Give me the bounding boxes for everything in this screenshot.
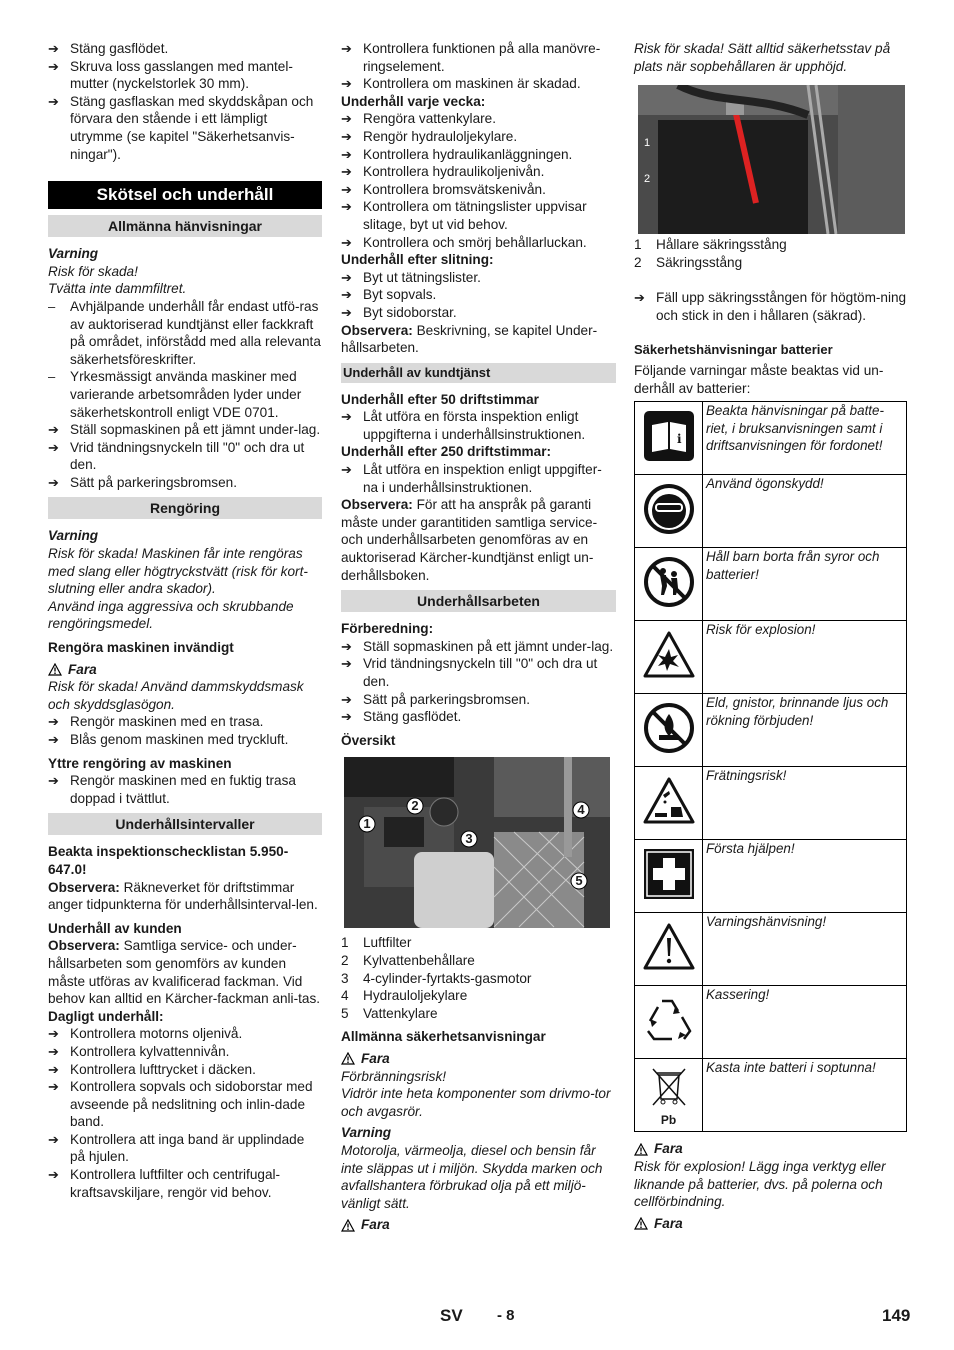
subheading: Rengöra maskinen invändigt [48,640,234,656]
callout-2: 2 [644,173,651,186]
arrow-icon: ➔ [48,1079,59,1095]
subheading: Underhåll efter 250 driftstimmar: [341,444,552,460]
list-item: ➔ Skruva loss gasslangen med mantel-mutter (nyckelstorlek 30 mm). [48,58,293,92]
legend-item: 1 Hållare säkringsstång [634,237,787,253]
subheading: Översikt [341,732,396,748]
arrow-icon: ➔ [341,146,352,162]
danger-text: Risk för explosion! Lägg inga verktyg eller liknande på batterier, dvs. på polerna och cellförbindning. [634,1158,886,1210]
warning-label: Varning [48,246,99,262]
note: Observera: För att ha anspråk på garanti måste under garantitiden samtliga service- och underhållsarbeten genomföras av en auktoriserad Kärcher-kundtjänst enligt un-derhållsboken. [341,497,598,583]
arrow-icon: ➔ [48,773,59,789]
warning-triangle-icon [341,1219,355,1232]
callout-3: 3 [465,831,473,847]
arrow-icon: ➔ [341,111,352,127]
symbol-text: Frätningsrisk! [703,767,907,840]
arrow-icon: ➔ [48,41,59,56]
first-aid-icon [644,849,694,899]
symbol-text: Risk för explosion! [703,621,907,694]
symbol-text: Första hjälpen! [703,840,907,913]
no-trash-bin-icon [647,1065,691,1109]
symbol-cell [635,402,703,475]
safety-rod-photo [638,85,905,234]
table-row [635,694,907,767]
callout-4: 4 [577,802,585,818]
arrow-icon: ➔ [341,269,352,285]
symbol-text: Varningshänvisning! [703,913,907,986]
warning-label: Varning [341,1125,392,1141]
legend-item: 3 4-cylinder-fyrtakts-gasmotor [341,970,532,986]
danger-label: Fara [341,1050,616,1068]
symbol-cell [635,621,703,694]
list-item: – Avhjälpande underhåll får endast utfö-ras av auktoriserad kundtjänst eller fackkraft på området, införstådd med alla relevanta säkerhetsföreskrifter. [48,298,321,367]
arrow-icon: ➔ [341,287,352,303]
warning-triangle-icon [341,1052,355,1065]
symbol-cell [635,986,703,1059]
arrow-icon: ➔ [341,128,352,144]
list-item: ➔ Kontrollera bromsvätskenivån. [341,181,546,197]
symbol-cell [635,548,703,621]
table-row [635,767,907,840]
symbol-text: Håll barn borta från syror och batterier! [703,548,907,621]
symbol-cell [635,767,703,840]
list-item: ➔ Kontrollera om tätningslister uppvisar slitage, byt ut vid behov. [341,199,587,232]
list-item: ➔ Vrid tändningsnyckeln till "0" och dra ut den. [48,439,305,473]
symbol-text: Kassering! [703,986,907,1059]
arrow-icon: ➔ [341,304,352,320]
callout-1: 1 [644,137,651,150]
note: Observera: Beskrivning, se kapitel Under-hållsarbeten. [341,322,598,356]
heading-service: Underhåll av kundtjänst [341,363,616,383]
list-item: ➔ Stäng gasflaskan med skyddskåpan och förvara den stående i ett lämpligt utrymme (se kapitel "Säkerhetsanvis-ningar"). [48,93,314,162]
list-item: ➔ Kontrollera och smörj behållarluckan. [341,234,587,250]
dash-bullet: – [48,298,56,314]
footer-language: SV [440,1306,463,1325]
column-middle [341,40,616,1234]
arrow-icon: ➔ [48,1026,59,1042]
arrow-icon: ➔ [48,93,59,109]
symbol-cell [635,1059,703,1132]
arrow-icon: ➔ [48,439,59,455]
footer-page-number: 149 [882,1306,911,1325]
legend-item: 2 Kylvattenbehållare [341,952,475,968]
danger-label: Fara [48,661,322,679]
list-item: ➔ Kontrollera om maskinen är skadad. [341,76,581,92]
danger-text: Risk för skada! Använd dammskyddsmask och skyddsglasögon. [48,679,304,712]
no-fire-icon [643,702,695,754]
list-item: ➔ Rengör hydrauloljekylare. [341,128,518,144]
danger-text: Förbränningsrisk! [341,1068,447,1084]
explosion-hazard-icon [643,631,695,679]
symbol-text: Kasta inte batteri i soptunna! [703,1059,907,1132]
danger-label: Fara [634,1140,907,1158]
subheading: Säkerhetshänvisningar batterier [634,341,833,357]
arrow-icon: ➔ [341,234,352,250]
arrow-icon: ➔ [341,709,352,725]
arrow-icon: ➔ [341,41,352,56]
callout-1: 1 [363,816,371,832]
paragraph: Följande varningar måste beaktas vid un-derhåll av batterier: [634,363,884,396]
battery-symbols-table [634,401,907,1132]
warning-text: Risk för skada! Maskinen får inte rengöras med slang eller högtryckstvätt (risk för kort-slutning eller andra skador). [48,546,308,597]
list-item: ➔ Kontrollera sopvals och sidoborstar med avseende på nedslitning och inlin-dade band. [48,1079,313,1130]
list-item: ➔ Kontrollera hydraulikanläggningen. [341,146,573,162]
subheading: Dagligt underhåll: [48,1008,164,1024]
arrow-icon: ➔ [341,638,352,654]
warning-line: Risk för skada! [48,263,138,279]
arrow-icon: ➔ [48,58,59,74]
arrow-icon: ➔ [341,164,352,180]
arrow-icon: ➔ [341,409,352,425]
note: Observera: Samtliga service- och under-hållsarbeten som genomförs av kunden måste utföras av kvalificerad fackman. Vid behov kan alltid en Kärcher-fackman anli-tas. [48,938,321,1007]
list-item: ➔ Sätt på parkeringsbromsen. [48,474,237,490]
keep-children-away-icon [643,556,695,608]
symbol-cell [635,694,703,767]
table-row [635,1059,907,1132]
svg-text:i: i [676,432,682,447]
subheading: Underhåll varje vecka: [341,93,486,109]
general-warning-icon [643,923,695,971]
list-item: ➔ Kontrollera kylvattennivån. [48,1043,230,1059]
legend-item: 2 Säkringsstång [634,254,743,270]
list-item: ➔ Kontrollera lufttrycket i däcken. [48,1061,256,1077]
list-item: ➔ Byt sidoborstar. [341,304,457,320]
table-row [635,621,907,694]
list-item: ➔ Byt sopvals. [341,287,437,303]
safety-rod-illustration [638,85,905,234]
symbol-cell [635,475,703,548]
arrow-icon: ➔ [48,474,59,490]
corrosive-icon [643,777,695,825]
list-item: ➔ Kontrollera luftfilter och centrifugal-kraftsavskiljare, rengör vid behov. [48,1167,281,1200]
list-item: ➔ Låt utföra en inspektion enligt uppgifter-na i underhållsinstruktionen. [341,462,602,495]
symbol-text: Beakta hänvisningar på batte-riet, i bruksanvisningen samt i driftsanvisningen för fordonet! [703,402,907,475]
subheading: Yttre rengöring av maskinen [48,755,232,771]
engine-photo [344,757,610,928]
list-item: ➔ Kontrollera motorns oljenivå. [48,1026,243,1042]
list-item: ➔ Stäng gasflödet. [341,709,462,725]
list-item: ➔ Kontrollera funktionen på alla manövre-ringselement. [341,41,601,74]
arrow-icon: ➔ [48,1061,59,1077]
warning-triangle-icon [48,663,62,676]
warning-triangle-icon [634,1143,648,1156]
risk-text: Risk för skada! Sätt alltid säkerhetsstav på plats när sopbehållaren är upphöjd. [634,41,891,74]
warning-text: Använd inga aggressiva och skrubbande rengöringsmedel. [48,598,294,632]
callout-5: 5 [575,873,583,889]
warning-line: Tvätta inte dammfiltret. [48,281,187,297]
symbol-text: Eld, gnistor, brinnande ljus och rökning förbjuden! [703,694,907,767]
subheading: Förberedning: [341,621,434,637]
list-item: ➔ Vrid tändningsnyckeln till "0" och dra ut den. [341,656,598,689]
list-item: ➔ Rengör maskinen med en trasa. [48,714,264,730]
warning-text: Motorolja, värmeolja, diesel och bensin får inte släppas ut i miljön. Skydda marken och avfallshantera förbrukad olja på ett miljö-vänligt sätt. [341,1142,603,1211]
list-item: – Yrkesmässigt använda maskiner med varierande arbetsområden lyder under säkerhetskontroll enligt VDE 0701. [48,369,302,420]
warning-triangle-icon [634,1217,648,1230]
table-row [635,475,907,548]
checklist-note: Beakta inspektionschecklistan 5.950-647.0! [48,844,289,877]
list-item: ➔ Fäll upp säkringsstången för högtöm-ning och stick in den i hållaren (säkrad). [634,290,907,323]
footer-page-local: - 8 [497,1307,515,1324]
legend-item: 5 Vattenkylare [341,1005,438,1021]
list-item: ➔ Rengöra vattenkylare. [341,111,496,127]
danger-label: Fara [634,1215,907,1233]
arrow-icon: ➔ [48,1131,59,1147]
eye-protection-icon [643,483,695,535]
arrow-icon: ➔ [341,181,352,197]
manual-book-icon [644,411,694,461]
arrow-icon: ➔ [341,656,352,672]
symbol-text: Använd ögonskydd! [703,475,907,548]
legend-item: 4 Hydrauloljekylare [341,988,468,1004]
arrow-icon: ➔ [48,714,59,730]
list-item: ➔ Kontrollera hydraulikoljenivån. [341,164,545,180]
heading-general: Allmänna hänvisningar [48,215,322,237]
callout-2: 2 [411,798,419,814]
list-item: ➔ Blås genom maskinen med tryckluft. [48,732,289,747]
arrow-icon: ➔ [48,732,59,747]
arrow-icon: ➔ [48,422,59,438]
column-left [48,40,322,1201]
arrow-icon: ➔ [634,290,645,306]
pb-label: Pb [660,1112,677,1127]
section-title: Skötsel och underhåll [48,181,322,209]
subheading: Underhåll efter slitning: [341,252,494,268]
table-row [635,913,907,986]
list-item: ➔ Låt utföra en första inspektion enligt uppgifterna i underhållsinstruktionen. [341,409,586,442]
arrow-icon: ➔ [341,76,352,92]
list-item: ➔ Byt ut tätningslister. [341,269,481,285]
heading-cleaning: Rengöring [48,497,322,519]
arrow-icon: ➔ [341,691,352,707]
arrow-icon: ➔ [341,462,352,478]
symbol-cell [635,840,703,913]
heading-intervals: Underhållsintervaller [48,813,322,835]
arrow-icon: ➔ [48,1043,59,1059]
subheading: Allmänna säkerhetsanvisningar [341,1029,546,1045]
table-row [635,986,907,1059]
table-row [635,840,907,913]
warning-label: Varning [48,528,99,544]
arrow-icon: ➔ [48,1167,59,1183]
danger-label: Fara [341,1216,616,1234]
table-row [635,548,907,621]
list-item: ➔ Kontrollera att inga band är upplindade på hjulen. [48,1131,305,1165]
list-item: ➔ Ställ sopmaskinen på ett jämnt under-lag. [48,422,321,438]
legend-item: 1 Luftfilter [341,935,412,951]
table-row [635,402,907,475]
dash-bullet: – [48,369,56,385]
list-item: ➔ Rengör maskinen med en fuktig trasa doppad i tvättlut. [48,773,296,806]
list-item: ➔ Sätt på parkeringsbromsen. [341,691,530,707]
note: Observera: Räkneverket för driftstimmar anger tidpunkterna för underhållsinterval-len. [48,879,318,913]
danger-text: Vidrör inte heta komponenter som drivmo-tor och avgasrör. [341,1086,611,1119]
recycling-icon [642,995,696,1045]
arrow-icon: ➔ [341,199,352,215]
column-right [634,40,907,1232]
subheading: Underhåll efter 50 driftstimmar [341,391,539,407]
symbol-cell [635,913,703,986]
heading-maintenance-work: Underhållsarbeten [341,590,616,612]
list-item: ➔ Ställ sopmaskinen på ett jämnt under-lag. [341,638,614,654]
list-item: ➔ Stäng gasflödet. [48,41,169,56]
subheading: Underhåll av kunden [48,920,182,936]
